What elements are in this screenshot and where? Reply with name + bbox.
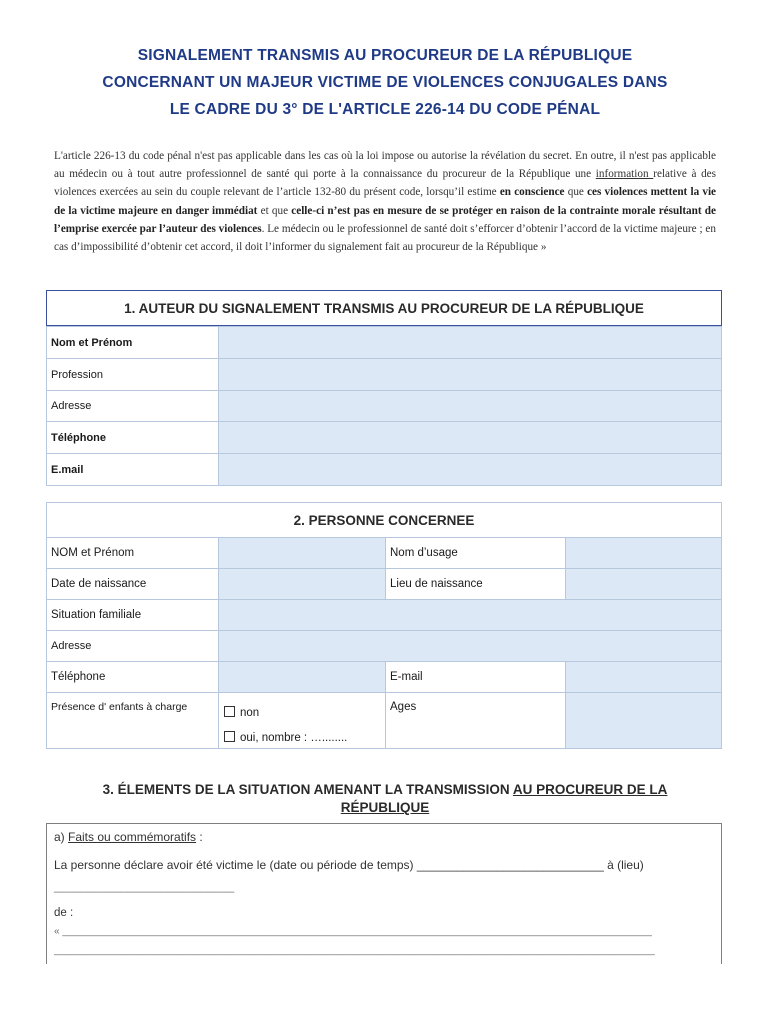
form-row [47, 630, 721, 661]
checkbox-icon[interactable] [224, 706, 235, 717]
person-address-field[interactable] [219, 631, 721, 661]
person-usage-name-field[interactable] [566, 538, 721, 568]
form-row [47, 692, 721, 748]
facts-label: Faits ou commémoratifs [68, 830, 197, 844]
form-row [47, 453, 721, 485]
person-birthdate-label: Date de naissance [47, 569, 219, 599]
person-birthplace-label: Lieu de naissance [385, 569, 566, 599]
children-no-option[interactable] [224, 701, 385, 726]
person-family-field[interactable] [219, 600, 721, 630]
form-row [47, 421, 721, 453]
children-label: Présence d' enfants à charge [47, 693, 219, 748]
section-author-heading: 1. AUTEUR DU SIGNALEMENT TRANSMIS AU PROCUREUR DE LA RÉPUBLIQUE [46, 290, 722, 326]
form-row [47, 661, 721, 692]
declaration-line[interactable]: La personne déclare avoir été victime le (date ou période de temps) ____________________________ à (lieu) [54, 858, 644, 872]
children-options [219, 693, 385, 748]
section-elements-box [46, 823, 722, 964]
author-name-field[interactable] [219, 327, 721, 358]
author-email-field[interactable] [219, 454, 721, 485]
form-row [47, 599, 721, 630]
section-person [46, 502, 722, 749]
children-no-label: non [240, 707, 260, 719]
intro-text: et que [257, 204, 292, 217]
form-row [47, 390, 721, 421]
intro-underlined-word: information [595, 168, 654, 181]
checkbox-icon[interactable] [224, 731, 235, 742]
heading-underlined-text: RÉPUBLIQUE [340, 800, 430, 815]
intro-paragraph [54, 147, 716, 256]
author-name-label: Nom et Prénom [47, 327, 219, 358]
heading-underlined-text: AU PROCUREUR DE LA [512, 782, 668, 797]
form-row [47, 326, 721, 358]
intro-bold-text: ces violences mettent la vie de la victime majeure en danger immédiat [54, 186, 717, 217]
person-email-label: E-mail [385, 662, 566, 692]
children-yes-option[interactable] [224, 726, 385, 751]
intro-text: L'article 226-13 du code pénal n'est pas applicable dans les cas où la loi impose ou autorise la révélation du secret. En outre, il n'est pas applicable au médecin ou à tout autre professionnel de santé qui porte à la connaissance du procureur de la République une [54, 150, 716, 181]
children-ages-field[interactable] [566, 693, 721, 748]
author-profession-field[interactable] [219, 359, 721, 390]
person-birthplace-field[interactable] [566, 569, 721, 599]
title-line-2: CONCERNANT UN MAJEUR VICTIME DE VIOLENCES CONJUGALES DANS [102, 74, 668, 91]
from-label: de : [54, 907, 74, 919]
title-line-3: LE CADRE DU 3° DE L'ARTICLE 226-14 DU CODE PÉNAL [169, 101, 601, 118]
person-name-field[interactable] [219, 538, 385, 568]
form-row [47, 537, 721, 568]
facts-prefix: a) [54, 830, 69, 844]
declaration-continuation[interactable]: ___________________________ [54, 879, 235, 893]
intro-bold-text: celle-ci n’est pas en mesure de se protéger en raison de la contrainte morale résultant de l’emprise exercée par l’auteur des violences [54, 204, 716, 235]
person-name-label: NOM et Prénom [47, 538, 219, 568]
author-address-label: Adresse [47, 391, 219, 421]
author-phone-field[interactable] [219, 422, 721, 453]
intro-bold-text: en conscience [499, 186, 565, 199]
section-author [46, 290, 722, 486]
person-family-label: Situation familiale [47, 600, 219, 630]
form-row [47, 358, 721, 390]
facts-heading [54, 830, 203, 844]
children-ages-label: Ages [385, 693, 566, 748]
person-usage-name-label: Nom d’usage [385, 538, 566, 568]
person-address-label: Adresse [47, 631, 219, 661]
response-line[interactable]: ____________________________________________________________________________________________________________ [54, 945, 655, 956]
title-line-1: SIGNALEMENT TRANSMIS AU PROCUREUR DE LA RÉPUBLIQUE [137, 47, 633, 64]
intro-text: que [564, 186, 588, 199]
person-birthdate-field[interactable] [219, 569, 385, 599]
author-profession-label: Profession [47, 359, 219, 390]
heading-text: 3. ÉLEMENTS DE LA SITUATION AMENANT LA TRANSMISSION [102, 782, 513, 797]
intro-text: relative à des violences exercées au sein du couple relevant de l’article 132-80 du présent code, lorsqu’il estime [54, 168, 716, 199]
author-email-label: E.mail [47, 454, 219, 485]
author-phone-label: Téléphone [47, 422, 219, 453]
section-elements-heading [40, 781, 730, 817]
intro-text: . Le médecin ou le professionnel de santé doit s’efforcer d’obtenir l’accord de la victime majeure ; en cas d’impossibilité d’obtenir cet accord, il doit l’informer du signalement fait au procureur de la République » [54, 222, 716, 254]
person-phone-field[interactable] [219, 662, 385, 692]
person-email-field[interactable] [566, 662, 721, 692]
children-yes-label: oui, nombre : …........ [240, 732, 348, 744]
quote-line[interactable]: « __________________________________________________________________________________________________________ [54, 926, 652, 937]
facts-suffix: : [196, 830, 203, 844]
person-phone-label: Téléphone [47, 662, 219, 692]
author-address-field[interactable] [219, 391, 721, 421]
form-row [47, 568, 721, 599]
section-person-heading: 2. PERSONNE CONCERNEE [293, 512, 475, 528]
document-title [40, 42, 730, 123]
